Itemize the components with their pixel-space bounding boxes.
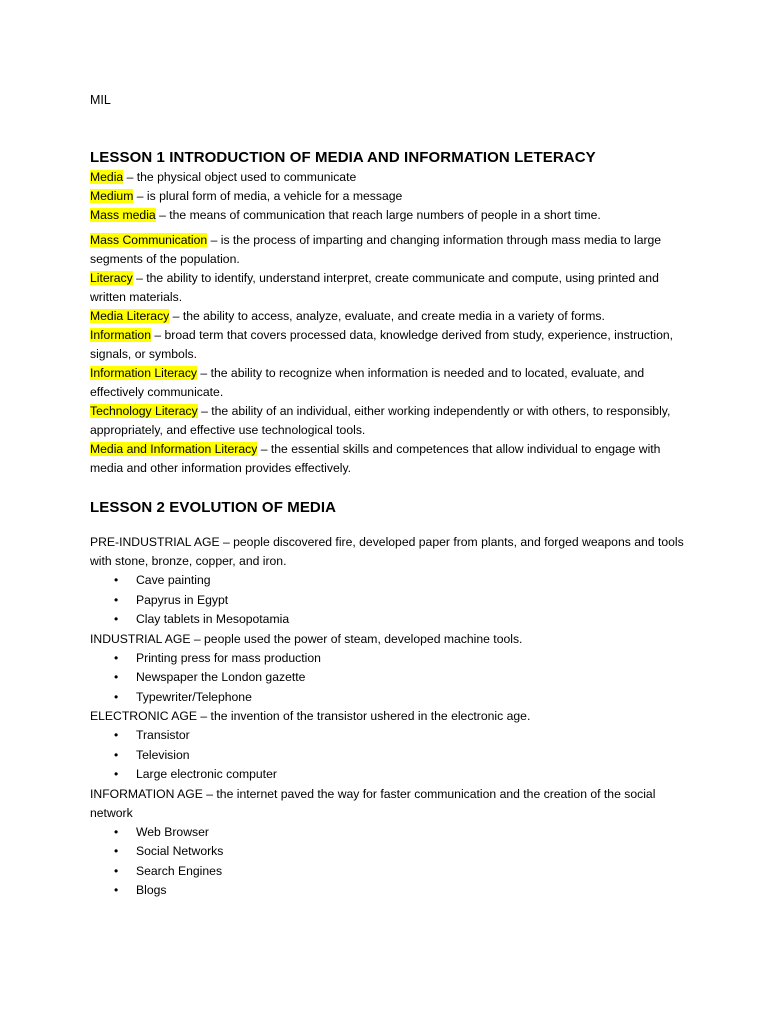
age-industrial: INDUSTRIAL AGE – people used the power of steam, developed machine tools. [90,631,523,646]
list-item: • Large electronic computer [90,765,690,785]
list-item: • Printing press for mass production [90,649,690,669]
age-pre-industrial: PRE-INDUSTRIAL AGE – people discovered fire, developed paper from plants, and forged weapons and tools with stone, bronze, copper, and iron. [90,535,684,568]
list-item: • Web Browser [90,823,690,843]
list-item: • Social Networks [90,842,690,862]
bullet-icon: • [114,863,119,878]
list-item: • Transistor [90,726,690,746]
course-code: MIL [90,93,111,107]
lesson2-title: LESSON 2 EVOLUTION OF MEDIA [90,499,337,516]
definition-medium [90,187,690,206]
age-information: INFORMATION AGE – the internet paved the way for faster communication and the creation of the social network [90,786,656,820]
term-highlight: Literacy [90,271,133,285]
term-highlight: Technology Literacy [90,404,198,418]
list-item: • Typewriter/Telephone [90,688,690,708]
definition-text: – the ability to recognize when information is needed and to located, evaluate, and effectively communicate. [90,366,645,399]
definition-text: – the ability to identify, understand interpret, create communicate and compute, using printed and written materials. [90,271,659,304]
list-item: • Newspaper the London gazette [90,668,690,688]
pre-industrial-list [90,571,690,630]
list-item: • Television [90,746,690,766]
definition-text: – the ability to access, analyze, evaluate, and create media in a variety of forms. [169,309,605,323]
term-highlight: Information Literacy [90,366,198,380]
definition-text: – is plural form of media, a vehicle for a message [133,189,403,203]
term-highlight: Mass Communication [90,233,208,247]
term-highlight: Media Literacy [90,309,170,323]
definition-text: – the means of communication that reach large numbers of people in a short time. [155,208,601,222]
document-page [90,92,690,901]
definition-mass-media [90,206,690,225]
definition-text: – is the process of imparting and changing information through mass media to large segments of the population. [90,233,662,266]
definition-media-and-information-literacy [90,440,690,478]
definition-mass-communication [90,231,690,269]
term-highlight: Media and Information Literacy [90,442,258,456]
industrial-list [90,649,690,708]
bullet-icon: • [114,592,119,607]
bullet-icon: • [114,612,119,626]
bullet-icon: • [114,689,119,704]
definition-technology-literacy [90,402,690,440]
definition-text: – the physical object used to communicate [123,170,357,184]
list-item: • Search Engines [90,862,690,882]
bullet-icon: • [114,650,119,665]
definition-literacy [90,269,690,307]
bullet-icon: • [114,767,119,781]
term-highlight: Mass media [90,208,156,222]
lesson2-ages [90,533,690,901]
list-item: • Blogs [90,881,690,901]
bullet-icon: • [114,747,119,762]
term-highlight: Information [90,328,151,342]
lesson1-title: LESSON 1 INTRODUCTION OF MEDIA AND INFORMATION LETERACY [90,149,596,166]
definition-information [90,326,690,364]
electronic-list [90,726,690,785]
bullet-icon: • [114,573,119,587]
list-item: • Papyrus in Egypt [90,591,690,611]
lesson1-definitions [90,168,690,478]
bullet-icon: • [114,883,119,897]
information-list [90,823,690,901]
bullet-icon: • [114,844,119,858]
bullet-icon: • [114,824,119,839]
definition-text: – broad term that covers processed data, knowledge derived from study, experience, instruction, signals, or symbols. [90,328,674,361]
definition-text: – the essential skills and competences that allow individual to engage with media and other information provides effectively. [90,442,661,475]
term-highlight: Medium [90,189,134,203]
definition-information-literacy [90,364,690,402]
list-item: • Clay tablets in Mesopotamia [90,610,690,630]
definition-media [90,168,690,187]
term-highlight: Media [90,170,124,184]
definition-text: – the ability of an individual, either working independently or with others, to responsibly, appropriately, and effective use technological tools. [90,404,671,437]
age-electronic: ELECTRONIC AGE – the invention of the transistor ushered in the electronic age. [90,709,531,723]
list-item: • Cave painting [90,571,690,591]
definition-media-literacy [90,307,690,326]
bullet-icon: • [114,670,119,684]
bullet-icon: • [114,728,119,742]
